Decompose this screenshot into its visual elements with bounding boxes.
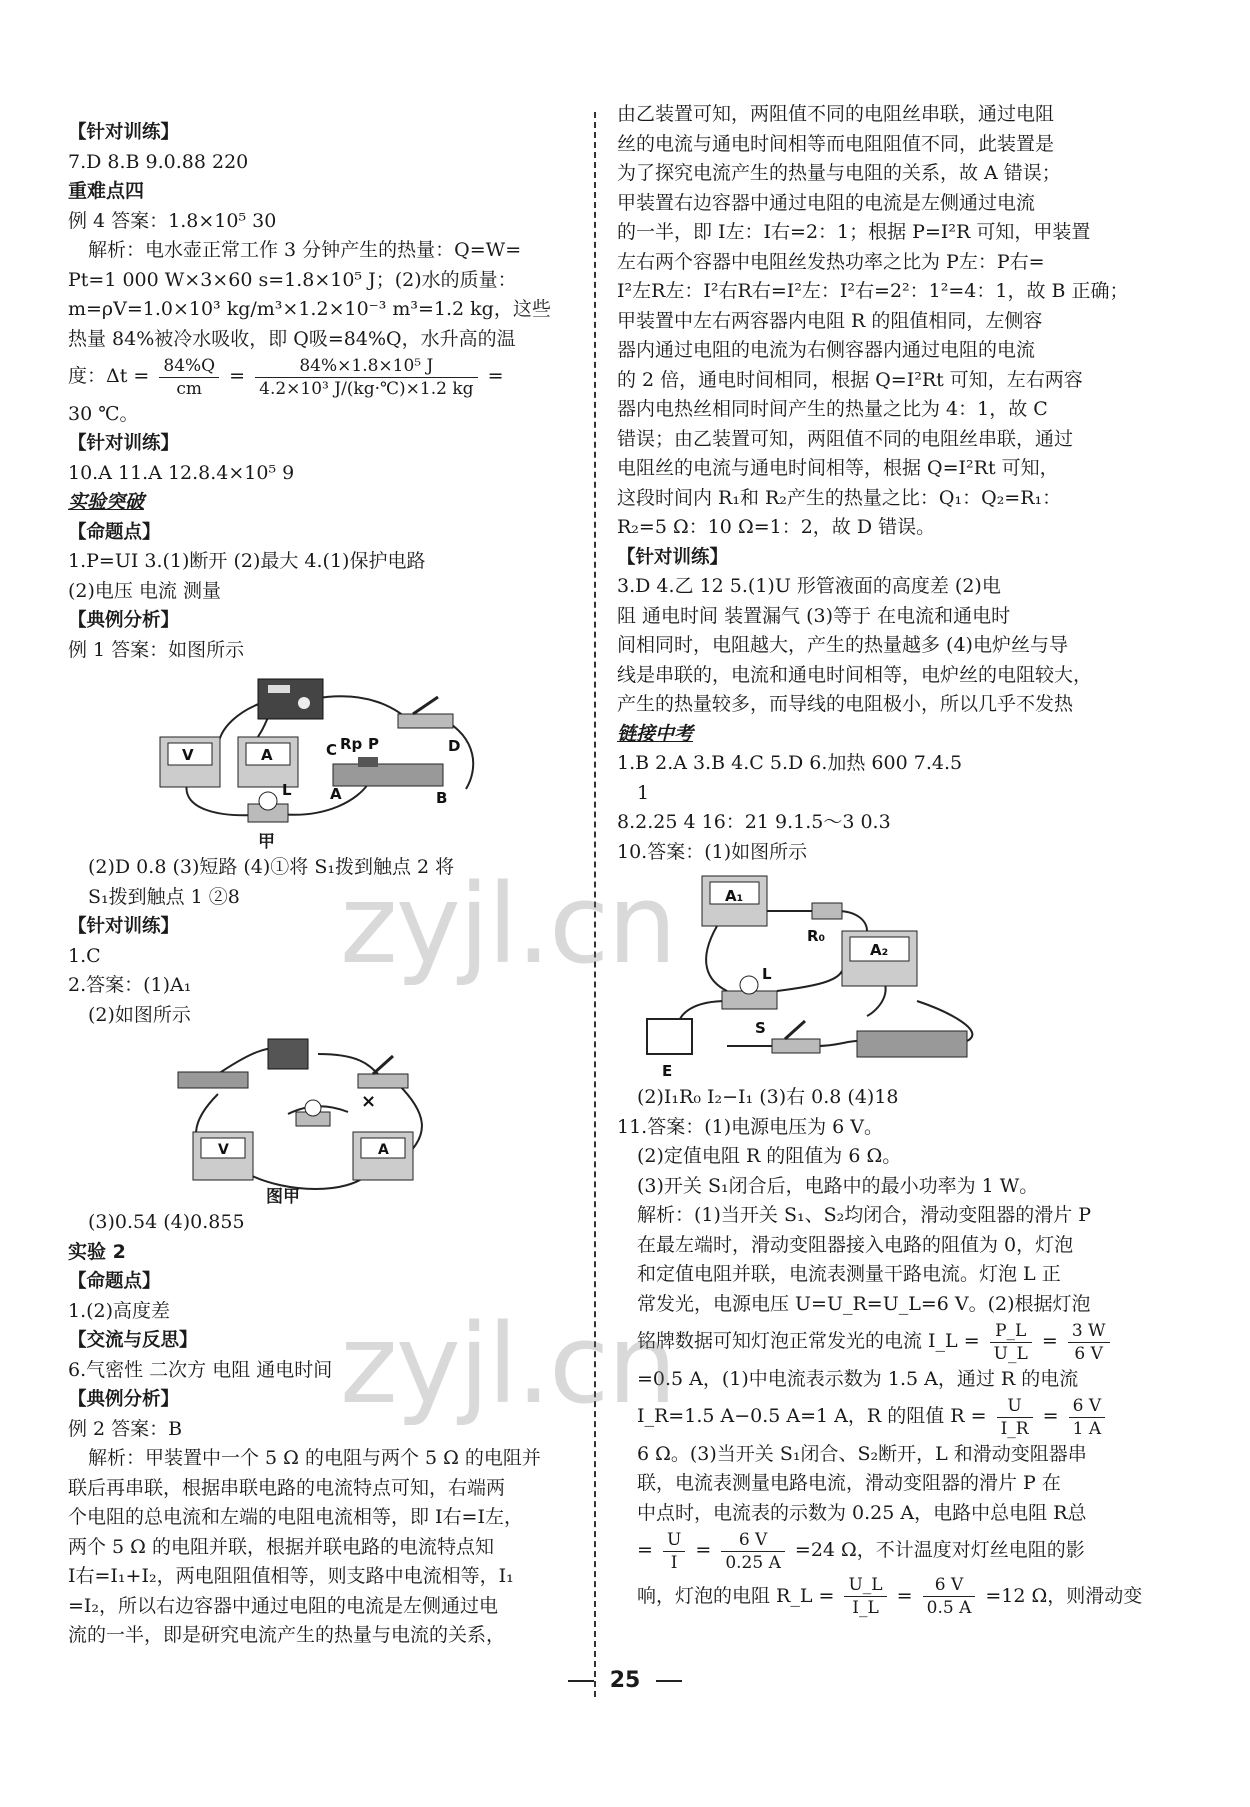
fig3-label-e: E [662,1062,673,1079]
text-line: 的 2 倍，通电时间相同，根据 Q=I²Rt 可知，左右两容 [617,368,1083,391]
text-line: (2)定值电阻 R 的阻值为 6 Ω。 [637,1145,902,1167]
text-line: 左右两个容器中电阻丝发热功率之比为 P左：P右= [617,250,1045,273]
text-line: 两个 5 Ω 的电阻并联，根据并联电路的电流特点知 [68,1535,494,1558]
text-line: (3)开关 S₁闭合后，电路中的最小功率为 1 W。 [637,1174,1039,1197]
fig2-cross: × [361,1091,377,1112]
text-line: 10.答案：(1)如图所示 [617,840,808,863]
text-line: 11.答案：(1)电源电压为 6 V。 [617,1115,884,1138]
text-line: 器内通过电阻的电流为右侧容器内通过电阻的电流 [617,339,1036,361]
formula-suffix: =24 Ω，不计温度对灯丝电阻的影 [794,1539,1085,1561]
formula-prefix: 响，灯泡的电阻 R_L = [637,1584,835,1607]
text-line: 为了探究电流产生的热量与电阻的关系，故 A 错误； [617,162,1061,184]
fig3-label-l: L [762,965,772,983]
fig1-label-rp: Rp [340,735,363,753]
fig3-label-a2: A₂ [870,941,889,959]
equals: = [487,365,504,387]
formula-suffix: =12 Ω，则滑动变 [985,1584,1143,1607]
numerator: 84%Q [159,355,219,378]
fig3-label-a1: A₁ [725,887,744,905]
section-title: 实验突破 [68,491,145,513]
fig2-label-v: V [218,1142,229,1158]
text-line: (3)0.54 (4)0.855 [88,1211,245,1233]
temperature-formula [68,354,598,400]
figure-caption: 甲 [258,832,275,852]
text-line: 甲装置右边容器中通过电阻的电流是左侧通过电流 [617,191,1036,214]
text-line: 在最左端时，滑动变阻器接入电路的阻值为 0，灯泡 [637,1233,1074,1256]
right-block-a [617,100,1197,867]
fig1-label-a2: A [330,785,342,803]
figure-caption: 图甲 [266,1187,300,1207]
page-number: 25 [609,1668,641,1693]
text-line: 常发光，电源电压 U=U_R=U_L=6 V。(2)根据灯泡 [637,1292,1091,1315]
numerator: U [663,1529,685,1552]
section-heading: 【命题点】 [68,521,161,543]
page-number-footer [0,1668,1250,1693]
fig3-label-r0: R₀ [807,927,826,945]
fraction [997,1395,1033,1440]
denominator: 0.5 A [926,1598,972,1618]
section-heading: 【针对训练】 [617,546,729,568]
text-line: 1.C [68,944,101,967]
text-line: 丝的电流与通电时间相等而电阻阻值不同，此装置是 [617,132,1055,155]
fraction [663,1529,685,1574]
circuit-figure-1 [68,669,598,852]
formula-prefix: = [637,1539,653,1561]
text-line: 3.D 4.乙 12 5.(1)U 形管液面的高度差 (2)电 [617,575,1001,597]
denominator: 1 A [1072,1418,1102,1439]
text-line: 10.A 11.A 12.8.4×10⁵ 9 [68,461,295,484]
text-line: 6.气密性 二次方 电阻 通电时间 [68,1358,333,1381]
text-line: (2)电压 电流 测量 [68,579,221,602]
text-line: 热量 84%被冷水吸收，即 Q吸=84%Q，水升高的温 [68,327,516,350]
formula-prefix: 铭牌数据可知灯泡正常发光的电流 I_L = [637,1330,980,1352]
text-line: 的一半，即 I左：I右=2：1；根据 P=I²R 可知，甲装置 [617,221,1091,243]
text-line: 联，电流表测量电路电流，滑动变阻器的滑片 P 在 [637,1472,1061,1494]
text-line: 间相同时，电阻越大，产生的热量越多 (4)电炉丝与导 [617,634,1068,656]
resistance-formula [617,1394,1197,1440]
numerator: U [997,1395,1033,1418]
left-block-d [68,1208,598,1651]
text-line: (2)I₁R₀ I₂−I₁ (3)右 0.8 (4)18 [637,1086,899,1108]
text-line: 和定值电阻并联，电流表测量干路电流。灯泡 L 正 [637,1263,1061,1285]
text-line: 产生的热量较多，而导线的电阻极小，所以几乎不发热 [617,693,1074,715]
text-line: 1 [637,781,650,804]
numerator: 3 W [1068,1320,1110,1343]
text-line: m=ρV=1.0×10³ kg/m³×1.2×10⁻³ m³=1.2 kg，这些 [68,298,551,320]
text-line: 错误；由乙装置可知，两阻值不同的电阻丝串联，通过 [617,427,1074,450]
formula-prefix: I_R=1.5 A−0.5 A=1 A，R 的阻值 R = [637,1405,987,1427]
section-heading: 【针对训练】 [68,916,180,937]
text-line: I²左R左：I²右R右=I²左：I²右=2²：1²=4：1，故 B 正确； [617,280,1129,302]
text-line: S₁拨到触点 1 ②8 [88,885,240,908]
numerator: 6 V [721,1529,785,1552]
total-resistance-formula [617,1528,1197,1574]
text-line: 解析：电水壶正常工作 3 分钟产生的热量：Q=W= [88,239,522,261]
fraction [255,355,477,400]
right-column [617,100,1197,1619]
left-block-b [68,400,598,666]
lamp-resistance-formula [617,1574,1197,1620]
text-line: 2.答案：(1)A₁ [68,974,192,996]
formula-prefix: 度：Δt = [68,365,150,387]
fig1-label-l: L [282,781,292,799]
section-heading: 【针对训练】 [68,433,180,454]
numerator: 6 V [923,1574,976,1597]
text-line: 1.P=UI 3.(1)断开 (2)最大 4.(1)保护电路 [68,550,426,572]
watermark: zyjl.cn [340,860,676,988]
text-line: 这段时间内 R₁和 R₂产生的热量之比：Q₁：Q₂=R₁： [617,486,1062,509]
text-line: 解析：甲装置中一个 5 Ω 的电阻与两个 5 Ω 的电阻并 [88,1447,541,1469]
fraction [1068,1320,1110,1365]
section-heading: 【典例分析】 [68,610,180,631]
denominator: U_L [993,1343,1028,1364]
section-title: 链接中考 [617,722,694,745]
dash-icon [568,1680,594,1682]
section-title: 实验 2 [68,1240,126,1263]
fig1-label-c: C [326,741,338,759]
dash-icon [656,1680,682,1682]
text-line: 6 Ω。(3)当开关 S₁闭合、S₂断开，L 和滑动变阻器串 [637,1442,1087,1465]
text-line: 7.D 8.B 9.0.88 220 [68,150,249,173]
text-line: 联后再串联，根据串联电路的电流特点可知，右端两 [68,1476,506,1499]
text-line: 1.B 2.A 3.B 4.C 5.D 6.加热 600 7.4.5 [617,752,963,774]
numerator: 84%×1.8×10⁵ J [255,355,477,378]
lamp-current-formula [617,1319,1197,1365]
text-line: 30 ℃。 [68,402,139,425]
text-line: 甲装置中左右两容器内电阻 R 的阻值相同，左侧容 [617,309,1043,332]
right-block-d [617,1440,1197,1529]
text-line: =0.5 A，(1)中电流表示数为 1.5 A，通过 R 的电流 [637,1367,1079,1390]
fraction [923,1574,976,1619]
text-line: 流的一半，即是研究电流产生的热量与电流的关系， [68,1624,506,1646]
right-block-c [617,1365,1197,1395]
equals: = [1042,1405,1059,1427]
denominator: I_L [852,1598,879,1618]
numerator: U_L [844,1574,886,1597]
equals: = [229,365,246,387]
denominator: 0.25 A [725,1552,781,1573]
text-line: 例 4 答案：1.8×10⁵ 30 [68,209,277,232]
denominator: cm [176,378,203,399]
fraction [721,1529,785,1574]
text-line: I右=I₁+I₂，两电阻阻值相等，则支路中电流相等，I₁ [68,1565,514,1587]
equals: = [695,1539,712,1561]
text-line: 器内电热丝相同时间产生的热量之比为 4：1，故 C [617,398,1048,420]
denominator: 4.2×10³ J/(kg·℃)×1.2 kg [259,378,474,399]
text-line: R₂=5 Ω：10 Ω=1：2，故 D 错误。 [617,516,936,538]
text-line: 中点时，电流表的示数为 0.25 A，电路中总电阻 R总 [637,1501,1087,1524]
fig3-label-s: S [755,1019,766,1037]
section-heading: 【命题点】 [68,1271,161,1292]
fig2-label-a: A [378,1142,389,1158]
text-line: 8.2.25 4 16：21 9.1.5～3 0.3 [617,811,891,833]
text-line: 线是串联的，电流和通电时间相等，电炉丝的电阻较大， [617,663,1093,686]
fig1-label-p: P [368,735,379,753]
fraction [990,1320,1032,1365]
text-line: =I₂，所以右边容器中通过电阻的电流是左侧通过电 [68,1594,499,1617]
circuit-figure-2 [68,1034,598,1207]
section-title: 重难点四 [68,180,145,202]
denominator: I_R [1000,1418,1029,1439]
right-block-b [617,1083,1197,1319]
circuit-diagram-icon [68,1034,598,1204]
text-line: 由乙装置可知，两阻值不同的电阻丝串联，通过电阻 [617,103,1055,125]
denominator: 6 V [1074,1343,1103,1364]
text-line: 例 1 答案：如图所示 [68,638,245,661]
equals: = [896,1584,913,1607]
text-line: 个电阻的总电流和左端的电阻电流相等，即 I右=I左， [68,1506,523,1528]
circuit-diagram-icon [68,669,598,849]
fig1-label-a: A [261,746,273,764]
text-line: 解析：(1)当开关 S₁、S₂均闭合，滑动变阻器的滑片 P [637,1204,1092,1226]
numerator: P_L [990,1320,1032,1343]
section-heading: 【典例分析】 [68,1389,180,1410]
text-line: 1.(2)高度差 [68,1299,171,1322]
text-line: 例 2 答案：B [68,1417,183,1440]
fig1-label-v: V [182,746,194,764]
circuit-figure-3 [617,871,1197,1079]
numerator: 6 V [1069,1395,1106,1418]
text-line: 阻 通电时间 装置漏气 (3)等于 在电流和通电时 [617,604,1011,627]
fig1-label-b: B [436,789,448,807]
text-line: (2)D 0.8 (3)短路 (4)①将 S₁拨到触点 2 将 [88,856,455,878]
circuit-diagram-icon [617,871,1197,1079]
text-line: Pt=1 000 W×3×60 s=1.8×10⁵ J；(2)水的质量： [68,268,517,291]
section-heading: 【交流与反思】 [68,1330,198,1351]
denominator: I [670,1552,678,1573]
fraction [844,1574,886,1619]
text-line: (2)如图所示 [88,1003,191,1026]
text-line: 电阻丝的电流与通电时间相等，根据 Q=I²Rt 可知， [617,457,1059,479]
fig1-label-d: D [448,737,461,755]
watermark: zyjl.cn [340,1300,676,1428]
equals: = [1041,1330,1058,1352]
section-heading: 【针对训练】 [68,122,180,143]
left-block-a [68,118,598,354]
fraction [159,355,219,400]
fraction [1069,1395,1106,1440]
